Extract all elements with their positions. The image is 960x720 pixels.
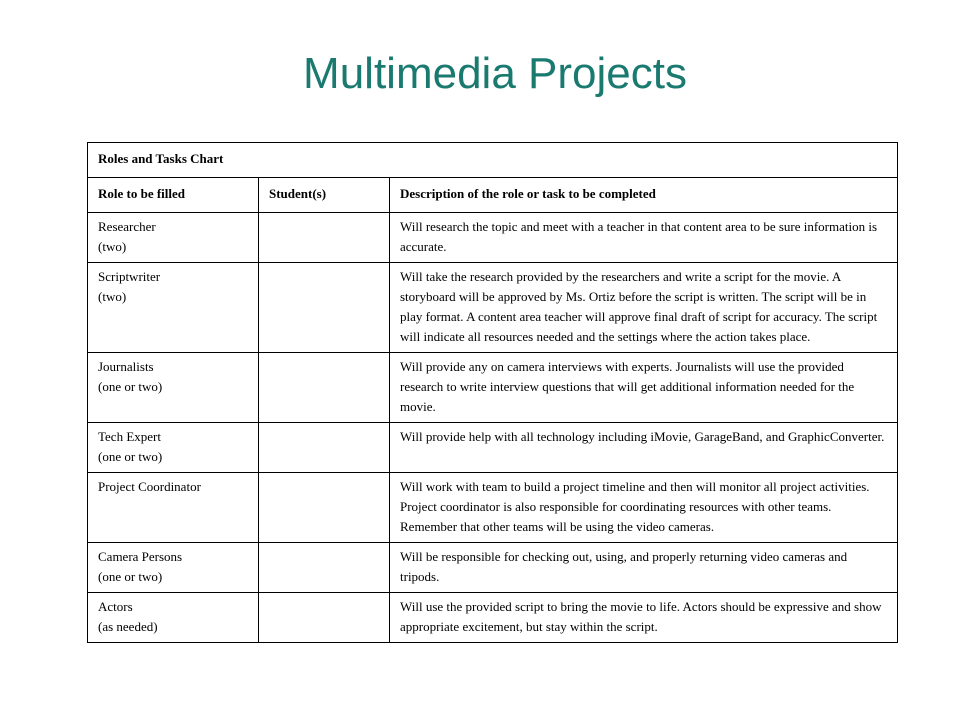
table-header-row — [88, 178, 898, 213]
table-caption-row — [88, 143, 898, 178]
role-name: Researcher — [98, 219, 156, 234]
description-cell: Will take the research provided by the researchers and write a script for the movie. A storyboard will be approved by Ms. Ortiz before the script is written. The script will be in play format. A content area teacher will approve final draft of script for accuracy. The script will indicate all resources needed and the settings where the action takes place. — [390, 263, 898, 353]
role-cell — [88, 353, 259, 423]
role-count: (one or two) — [98, 379, 163, 394]
students-cell — [259, 263, 390, 353]
description-cell: Will provide help with all technology including iMovie, GarageBand, and GraphicConverter. — [390, 423, 898, 473]
table-row-scriptwriter — [88, 263, 898, 353]
header-role: Role to be filled — [88, 178, 259, 213]
header-students: Student(s) — [259, 178, 390, 213]
students-cell — [259, 423, 390, 473]
description-cell: Will be responsible for checking out, using, and properly returning video cameras and tripods. — [390, 543, 898, 593]
role-cell — [88, 263, 259, 353]
table-row-tech-expert — [88, 423, 898, 473]
table-row-project-coordinator — [88, 473, 898, 543]
role-count: (one or two) — [98, 449, 163, 464]
header-description: Description of the role or task to be completed — [390, 178, 898, 213]
role-cell — [88, 423, 259, 473]
roles-tasks-table — [87, 142, 898, 643]
table-row-camera-persons — [88, 543, 898, 593]
role-cell — [88, 593, 259, 643]
slide-title: Multimedia Projects — [303, 49, 687, 98]
role-name: Camera Persons — [98, 549, 183, 564]
description-cell: Will work with team to build a project timeline and then will monitor all project activities. Project coordinator is also responsible for coordinating resources with other teams. Remember that other teams will be using the video cameras. — [390, 473, 898, 543]
role-name: Actors — [98, 599, 133, 614]
description-cell: Will use the provided script to bring the movie to life. Actors should be expressive and show appropriate excitement, but stay within the script. — [390, 593, 898, 643]
students-cell — [259, 593, 390, 643]
table-row-researcher — [88, 213, 898, 263]
role-count: (two) — [98, 289, 127, 304]
role-name: Scriptwriter — [98, 269, 161, 284]
role-cell — [88, 473, 259, 543]
students-cell — [259, 473, 390, 543]
role-count: (one or two) — [98, 569, 163, 584]
description-cell: Will provide any on camera interviews with experts. Journalists will use the provided research to write interview questions that will get additional information needed for the movie. — [390, 353, 898, 423]
students-cell — [259, 213, 390, 263]
table-caption: Roles and Tasks Chart — [88, 143, 898, 178]
students-cell — [259, 543, 390, 593]
table-row-journalists — [88, 353, 898, 423]
role-count: (as needed) — [98, 619, 158, 634]
role-name: Journalists — [98, 359, 154, 374]
description-cell: Will research the topic and meet with a teacher in that content area to be sure information is accurate. — [390, 213, 898, 263]
table-row-actors — [88, 593, 898, 643]
role-name: Tech Expert — [98, 429, 161, 444]
role-cell — [88, 213, 259, 263]
role-name: Project Coordinator — [98, 479, 201, 494]
role-cell — [88, 543, 259, 593]
role-count: (two) — [98, 239, 127, 254]
students-cell — [259, 353, 390, 423]
